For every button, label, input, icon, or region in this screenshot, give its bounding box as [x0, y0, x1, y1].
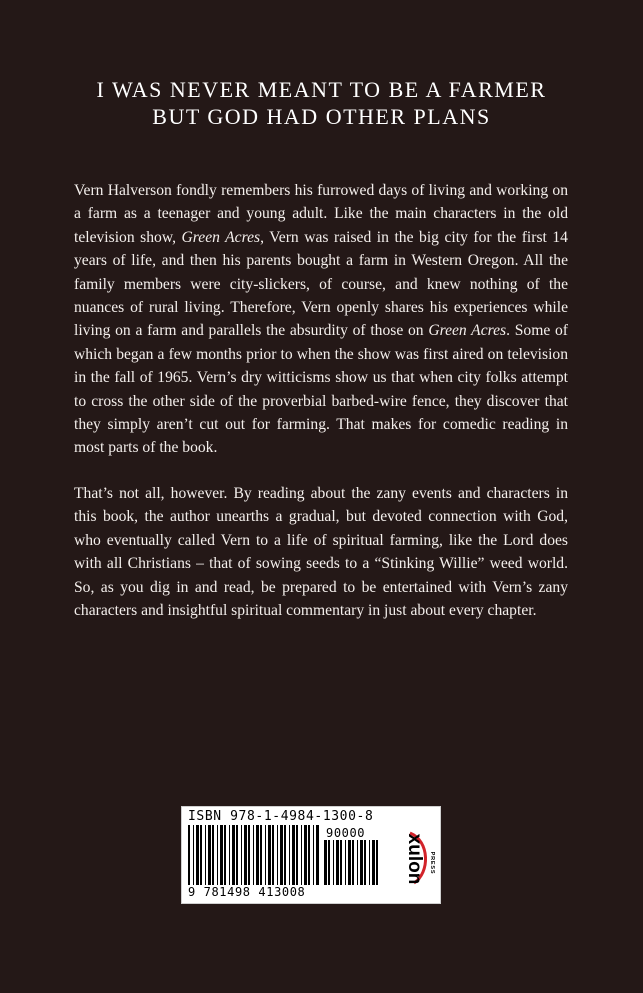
- show-title-1: Green Acres: [181, 228, 261, 246]
- show-title-2: Green Acres: [428, 322, 507, 340]
- logo-subtext: PRESS: [429, 851, 435, 875]
- paragraph-1-text-b: , Vern was raised in the big city for the first 14 years of life, and then his parents bought a farm in Western Oregon. All the family members were city-slickers, of course, and knew nothing of the nuances of rural living. Therefore, Vern openly shares his experiences while living on a farm and parallels the absurdity of those on: [74, 228, 568, 340]
- headline-line-1: I WAS NEVER MEANT TO BE A FARMER: [96, 77, 547, 102]
- blurb-paragraph-2: That’s not all, however. By reading about the zany events and characters in this book, the author unearths a gradual, but devoted connection with God, who eventually called Vern to a life of spiritual farming, like the Lord does with all Christians – that of sowing seeds to a “Stinking Willie” weed world. So, as you dig in and read, be prepared to be entertained with Vern’s zany characters and insightful spiritual commentary in just about every chapter.: [74, 484, 568, 619]
- isbn-number: ISBN 978-1-4984-1300-8: [188, 809, 374, 824]
- price-code: 90000: [326, 826, 366, 840]
- paragraph-1-text-a: Vern Halverson fondly remembers his furrowed days of living and working on a farm as a teenager and young adult. Like the main characters in the old television show,: [74, 182, 568, 246]
- barcode-block: [181, 806, 441, 904]
- addon-barcode: [324, 840, 382, 885]
- ean-barcode: [188, 825, 320, 885]
- headline-line-2: BUT GOD HAD OTHER PLANS: [152, 104, 491, 129]
- blurb-paragraph-1: [74, 179, 568, 460]
- blurb: [74, 179, 568, 644]
- headline: [0, 76, 643, 130]
- paragraph-1-text-c: . Some of which began a few months prior to when the show was first aired on television in the fall of 1965. Vern’s dry witticisms show us that when city folks attempt to cross the other side of the proverbial barbed-wire fence, they discover that they simply aren’t cut out for farming. That makes for comedic reading in most parts of the book.: [74, 322, 568, 457]
- barcode-digits: 9 781498 413008: [188, 885, 306, 899]
- xulon-press-logo: [396, 823, 436, 901]
- logo-wordmark: xulon: [404, 833, 425, 885]
